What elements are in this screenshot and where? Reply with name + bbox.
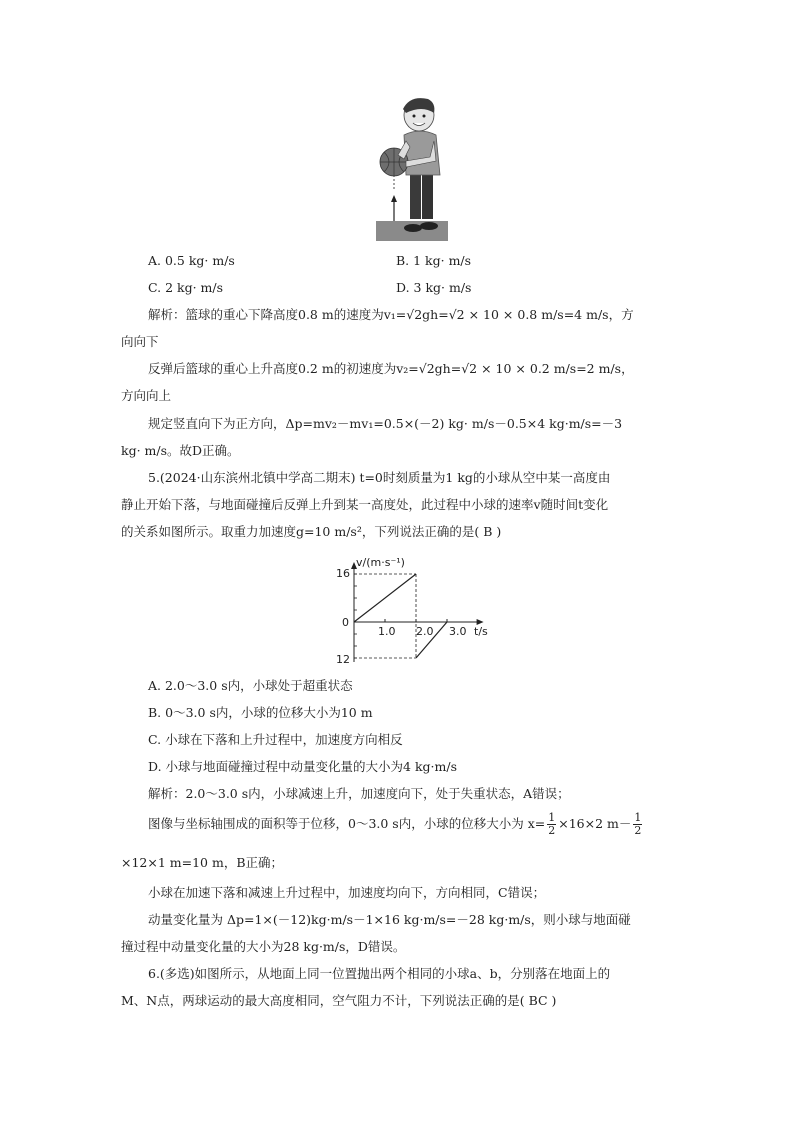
fraction-half: $\frac{1}{2}$	[548, 811, 556, 837]
x-tick-2: 2.0	[416, 625, 434, 638]
fraction-half: $\frac{1}{2}$	[634, 811, 642, 837]
q4-analysis-line4: 方向向上	[121, 388, 172, 403]
q5-explanation-line6: 撞过程中动量变化量的大小为28 kg·m/s，D错误。	[121, 939, 406, 954]
q5-option-d[interactable]: D. 小球与地面碰撞过程中动量变化量的大小为4 kg·m/s	[148, 759, 457, 774]
q5-stem-line2: 静止开始下落，与地面碰撞后反弹上升到某一高度处，此过程中小球的速率v随时间t变化	[121, 497, 609, 512]
boy-basketball-illustration	[372, 95, 452, 243]
q5-stem-line3: 的关系如图所示。取重力加速度g=10 m/s²，下列说法正确的是( B )	[121, 524, 502, 539]
y-tick-12: 12	[336, 653, 350, 666]
q6-stem-line1: 6.(多选)如图所示，从地面上同一位置抛出两个相同的小球a、b，分别落在地面上的	[148, 966, 611, 981]
y-tick-0: 0	[342, 616, 349, 629]
series-line-1	[354, 574, 416, 622]
q5-explanation-line5: 动量变化量为 Δp=1×(－12)kg·m/s－1×16 kg·m/s=－28 kg·m/s，则小球与地面碰	[148, 912, 631, 927]
q5-option-c[interactable]: C. 小球在下落和上升过程中，加速度方向相反	[148, 732, 403, 747]
q4-analysis-line5: 规定竖直向下为正方向，Δp=mv₂－mv₁=0.5×(－2) kg· m/s－0.5×4 kg·m/s=－3	[148, 416, 623, 431]
q5-explanation-line2: 图像与坐标轴围成的面积等于位移，0～3.0 s内，小球的位移大小为 x= $\frac{1}{2}$ ×16×2 m－ $\frac{1}{2}$	[148, 811, 642, 837]
q4-analysis-line3: 反弹后篮球的重心上升高度0.2 m的初速度为v₂=√2gh=√2 × 10 × 0.2 m/s=2 m/s，	[148, 361, 634, 376]
q4-option-d[interactable]: D. 3 kg· m/s	[396, 280, 472, 295]
velocity-time-chart	[326, 556, 496, 668]
q5-explanation-line4: 小球在加速下落和减速上升过程中，加速度均向下，方向相同，C错误；	[148, 885, 546, 900]
q4-analysis-line1: 解析：篮球的重心下降高度0.8 m的速度为v₁=√2gh=√2 × 10 × 0.8 m/s=4 m/s，方	[148, 307, 634, 322]
q5-stem-line1: 5.(2024·山东滨州北镇中学高二期末) t=0时刻质量为1 kg的小球从空中某一高度由	[148, 470, 611, 485]
q5-explanation-line3: ×12×1 m=10 m，B正确；	[121, 855, 284, 870]
q4-analysis-line6: kg· m/s。故D正确。	[121, 443, 240, 458]
q5-option-a[interactable]: A. 2.0～3.0 s内，小球处于超重状态	[148, 678, 353, 693]
y-tick-16: 16	[336, 567, 350, 580]
y-axis-label: v/(m·s⁻¹)	[356, 556, 405, 569]
q5-option-b[interactable]: B. 0～3.0 s内，小球的位移大小为10 m	[148, 705, 373, 720]
q4-option-c[interactable]: C. 2 kg· m/s	[148, 280, 223, 295]
q6-stem-line2: M、N点，两球运动的最大高度相同，空气阻力不计，下列说法正确的是( BC )	[121, 993, 557, 1008]
x-tick-3: 3.0	[449, 625, 467, 638]
q4-analysis-line2: 向向下	[121, 334, 159, 349]
q4-option-a[interactable]: A. 0.5 kg· m/s	[148, 253, 235, 268]
x-axis-label: t/s	[474, 625, 488, 638]
q4-option-b[interactable]: B. 1 kg· m/s	[396, 253, 472, 268]
x-tick-1: 1.0	[378, 625, 396, 638]
q5-explanation-line1: 解析：2.0～3.0 s内，小球减速上升，加速度向下，处于失重状态，A错误；	[148, 786, 570, 801]
